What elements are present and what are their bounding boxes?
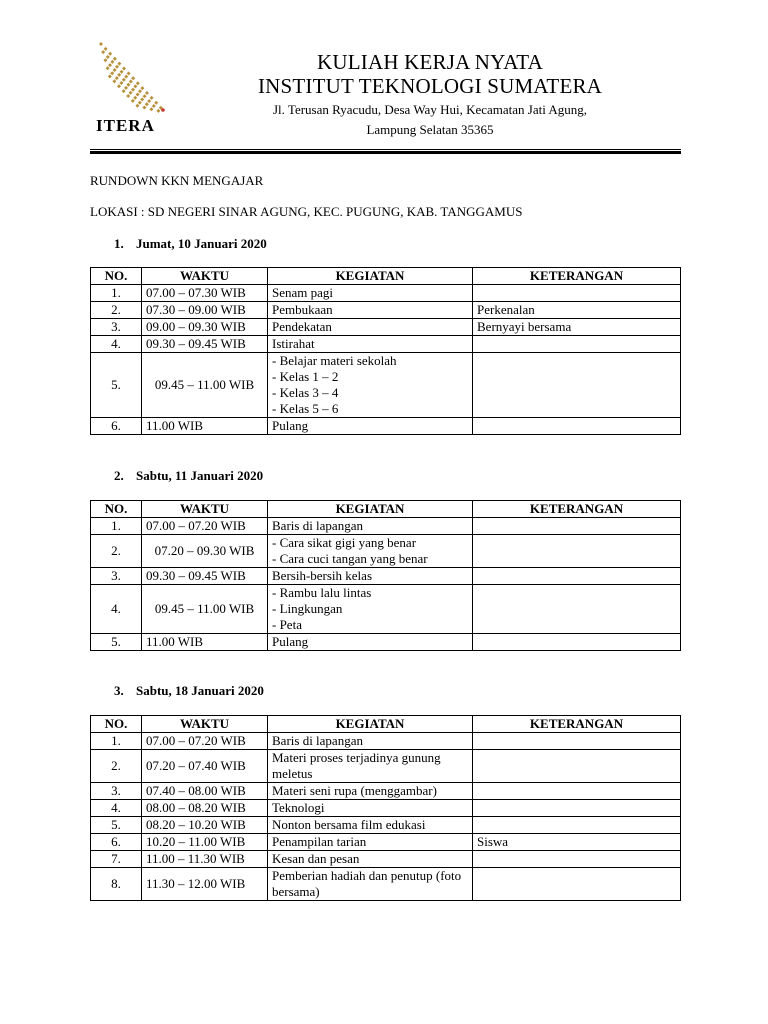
cell-no: 3. [91, 783, 142, 800]
cell-kegiatan: Baris di lapangan [268, 518, 473, 535]
cell-kegiatan: Pemberian hadiah dan penutup (foto bersama) [268, 868, 473, 901]
table-row [91, 568, 681, 585]
cell-no: 5. [91, 817, 142, 834]
cell-waktu: 08.00 – 08.20 WIB [142, 800, 268, 817]
table-row [91, 851, 681, 868]
table-row [91, 750, 681, 783]
table-header-row [91, 501, 681, 518]
cell-no: 8. [91, 868, 142, 901]
cell-keterangan: Siswa [473, 834, 681, 851]
cell-no: 4. [91, 585, 142, 634]
cell-no: 5. [91, 353, 142, 418]
cell-kegiatan: Pembukaan [268, 302, 473, 319]
cell-keterangan [473, 535, 681, 568]
cell-keterangan: Bernyayi bersama [473, 319, 681, 336]
cell-waktu: 11.00 – 11.30 WIB [142, 851, 268, 868]
cell-keterangan [473, 353, 681, 418]
header-waktu: WAKTU [142, 716, 268, 733]
cell-keterangan [473, 800, 681, 817]
cell-kegiatan: Bersih-bersih kelas [268, 568, 473, 585]
cell-keterangan [473, 634, 681, 651]
table-row [91, 336, 681, 353]
cell-keterangan [473, 868, 681, 901]
table-header-row [91, 716, 681, 733]
header-no: NO. [91, 501, 142, 518]
letterhead-address-2: Lampung Selatan 35365 [366, 122, 494, 137]
table-row [91, 783, 681, 800]
section-heading-day-3 [114, 683, 264, 699]
cell-waktu: 11.00 WIB [142, 418, 268, 435]
cell-kegiatan: - Belajar materi sekolah - Kelas 1 – 2 - Kelas 3 – 4 - Kelas 5 – 6 [268, 353, 473, 418]
cell-kegiatan: Pendekatan [268, 319, 473, 336]
cell-kegiatan: - Cara sikat gigi yang benar - Cara cuci tangan yang benar [268, 535, 473, 568]
section-number: 3. [114, 683, 124, 698]
table-row [91, 585, 681, 634]
cell-waktu: 09.45 – 11.00 WIB [142, 353, 268, 418]
cell-keterangan [473, 418, 681, 435]
cell-kegiatan: Pulang [268, 418, 473, 435]
header-divider-thin [90, 149, 681, 150]
cell-waktu: 08.20 – 10.20 WIB [142, 817, 268, 834]
cell-waktu: 11.00 WIB [142, 634, 268, 651]
header-keterangan: KETERANGAN [473, 716, 681, 733]
cell-no: 1. [91, 733, 142, 750]
table-header-row [91, 268, 681, 285]
cell-no: 3. [91, 568, 142, 585]
section-title: Sabtu, 11 Januari 2020 [136, 468, 264, 483]
cell-waktu: 07.20 – 09.30 WIB [142, 535, 268, 568]
table-row [91, 834, 681, 851]
table-row [91, 800, 681, 817]
cell-no: 1. [91, 285, 142, 302]
schedule-table-day-2 [90, 500, 681, 651]
table-row [91, 353, 681, 418]
cell-no: 5. [91, 634, 142, 651]
header-kegiatan: KEGIATAN [268, 501, 473, 518]
section-title: Jumat, 10 Januari 2020 [136, 236, 267, 251]
cell-no: 2. [91, 750, 142, 783]
cell-no: 2. [91, 535, 142, 568]
cell-keterangan [473, 336, 681, 353]
table-row [91, 634, 681, 651]
section-heading-day-2 [114, 468, 263, 484]
cell-waktu: 07.00 – 07.20 WIB [142, 733, 268, 750]
cell-kegiatan: Teknologi [268, 800, 473, 817]
cell-waktu: 09.00 – 09.30 WIB [142, 319, 268, 336]
logo-text: ITERA [96, 116, 155, 135]
cell-waktu: 07.30 – 09.00 WIB [142, 302, 268, 319]
cell-keterangan [473, 817, 681, 834]
letterhead-address-1: Jl. Terusan Ryacudu, Desa Way Hui, Kecamatan Jati Agung, [272, 102, 588, 117]
header-waktu: WAKTU [142, 268, 268, 285]
cell-waktu: 07.00 – 07.20 WIB [142, 518, 268, 535]
table-row [91, 302, 681, 319]
header-no: NO. [91, 268, 142, 285]
table-row [91, 535, 681, 568]
cell-keterangan [473, 783, 681, 800]
cell-waktu: 10.20 – 11.00 WIB [142, 834, 268, 851]
section-number: 2. [114, 468, 124, 483]
header-kegiatan: KEGIATAN [268, 716, 473, 733]
cell-kegiatan: Kesan dan pesan [268, 851, 473, 868]
table-row [91, 518, 681, 535]
section-title: Sabtu, 18 Januari 2020 [136, 683, 264, 698]
location-line: LOKASI : SD NEGERI SINAR AGUNG, KEC. PUGUNG, KAB. TANGGAMUS [90, 204, 523, 219]
cell-kegiatan: Istirahat [268, 336, 473, 353]
letterhead-title-2: INSTITUT TEKNOLOGI SUMATERA [257, 74, 603, 98]
cell-keterangan [473, 750, 681, 783]
cell-keterangan [473, 851, 681, 868]
cell-waktu: 09.30 – 09.45 WIB [142, 336, 268, 353]
cell-keterangan [473, 285, 681, 302]
header-keterangan: KETERANGAN [473, 501, 681, 518]
cell-kegiatan: Penampilan tarian [268, 834, 473, 851]
header-no: NO. [91, 716, 142, 733]
header-divider-thick [90, 151, 681, 154]
cell-keterangan [473, 733, 681, 750]
cell-kegiatan: - Rambu lalu lintas - Lingkungan - Peta [268, 585, 473, 634]
table-row [91, 418, 681, 435]
cell-no: 3. [91, 319, 142, 336]
cell-no: 1. [91, 518, 142, 535]
cell-no: 6. [91, 418, 142, 435]
cell-no: 4. [91, 336, 142, 353]
cell-kegiatan: Baris di lapangan [268, 733, 473, 750]
cell-no: 2. [91, 302, 142, 319]
table-row [91, 733, 681, 750]
cell-waktu: 11.30 – 12.00 WIB [142, 868, 268, 901]
cell-no: 4. [91, 800, 142, 817]
table-row [91, 868, 681, 901]
cell-waktu: 09.30 – 09.45 WIB [142, 568, 268, 585]
schedule-table-day-3 [90, 715, 681, 901]
cell-kegiatan: Nonton bersama film edukasi [268, 817, 473, 834]
cell-waktu: 07.40 – 08.00 WIB [142, 783, 268, 800]
cell-keterangan [473, 568, 681, 585]
letterhead-title-1: KULIAH KERJA NYATA [317, 50, 543, 74]
table-row [91, 817, 681, 834]
cell-kegiatan: Senam pagi [268, 285, 473, 302]
cell-waktu: 09.45 – 11.00 WIB [142, 585, 268, 634]
section-number: 1. [114, 236, 124, 251]
cell-keterangan: Perkenalan [473, 302, 681, 319]
table-row [91, 319, 681, 336]
cell-waktu: 07.00 – 07.30 WIB [142, 285, 268, 302]
cell-no: 6. [91, 834, 142, 851]
cell-kegiatan: Pulang [268, 634, 473, 651]
header-kegiatan: KEGIATAN [268, 268, 473, 285]
header-waktu: WAKTU [142, 501, 268, 518]
cell-kegiatan: Materi proses terjadinya gunung meletus [268, 750, 473, 783]
cell-waktu: 07.20 – 07.40 WIB [142, 750, 268, 783]
section-heading-day-1 [114, 236, 267, 252]
cell-kegiatan: Materi seni rupa (menggambar) [268, 783, 473, 800]
cell-no: 7. [91, 851, 142, 868]
cell-keterangan [473, 518, 681, 535]
table-row [91, 285, 681, 302]
cell-keterangan [473, 585, 681, 634]
rundown-title: RUNDOWN KKN MENGAJAR [90, 173, 264, 188]
header-keterangan: KETERANGAN [473, 268, 681, 285]
letterhead [220, 50, 640, 138]
schedule-table-day-1 [90, 267, 681, 435]
